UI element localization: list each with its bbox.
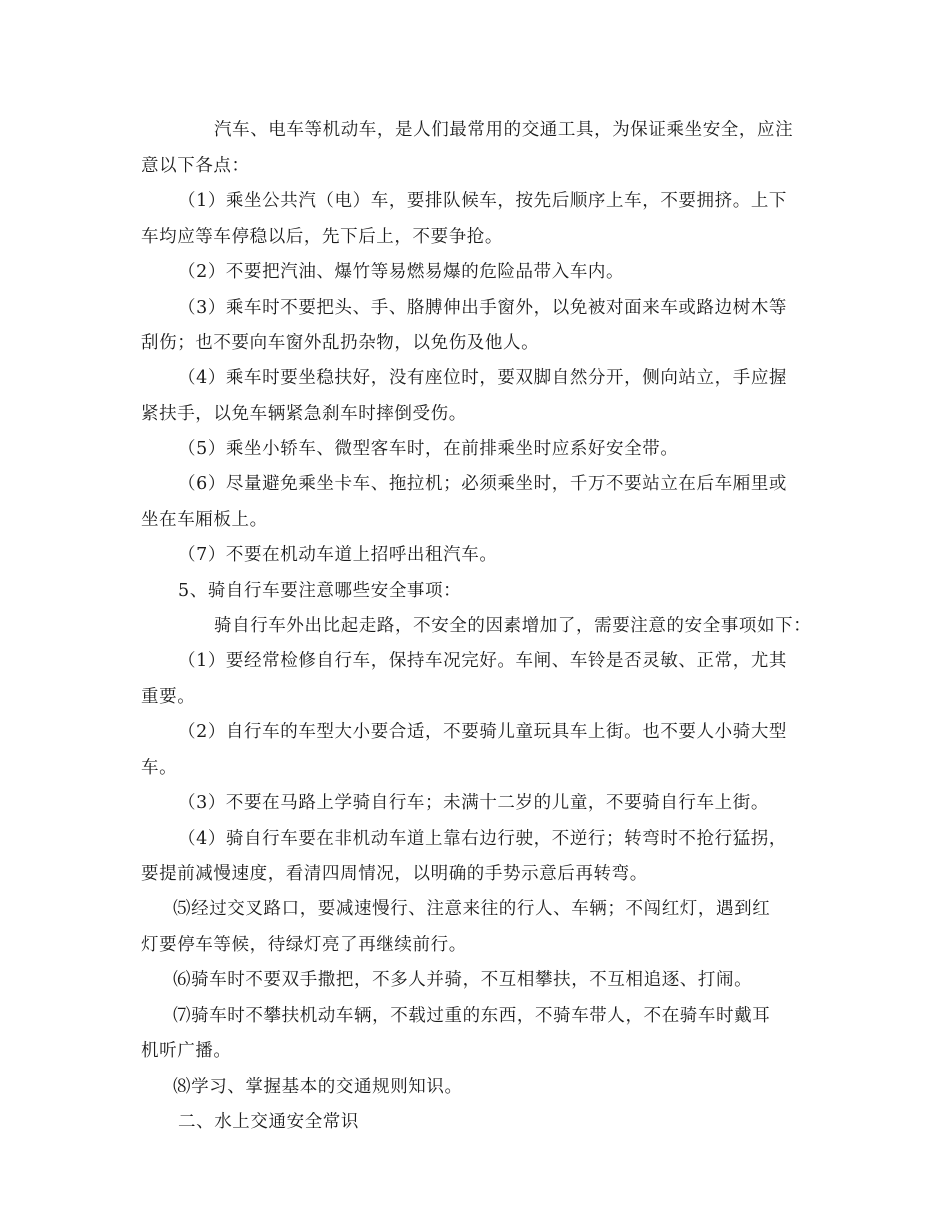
text-line: 机听广播。 xyxy=(141,1041,232,1061)
text-line: （4）骑自行车要在非机动车道上靠右边行驶，不逆行；转弯时不抢行猛拐， xyxy=(178,829,788,849)
text-line: ⑸经过交叉路口，要减速慢行、注意来往的行人、车辆；不闯红灯，遇到红 xyxy=(173,899,771,919)
text-line: （5）乘坐小轿车、微型客车时，在前排乘坐时应系好安全带。 xyxy=(178,439,679,459)
text-line: 要提前减慢速度，看清四周情况，以明确的手势示意后再转弯。 xyxy=(141,864,648,884)
text-line: （2）自行车的车型大小要合适，不要骑儿童玩具车上街。也不要人小骑大型 xyxy=(178,722,788,742)
text-line: 重要。 xyxy=(141,687,196,707)
text-line: 刮伤；也不要向车窗外乱扔杂物，以免伤及他人。 xyxy=(141,333,540,353)
text-line: 汽车、电车等机动车，是人们最常用的交通工具，为保证乘坐安全，应注 xyxy=(214,120,794,140)
text-line: （1）乘坐公共汽（电）车，要排队候车，按先后顺序上车，不要拥挤。上下 xyxy=(178,191,788,211)
text-line: （6）尽量避免乘坐卡车、拖拉机；必须乘坐时，千万不要站立在后车厢里或 xyxy=(178,474,788,494)
text-line: 意以下各点： xyxy=(141,156,250,176)
text-line: 车均应等车停稳以后，先下后上，不要争抢。 xyxy=(141,227,503,247)
section-heading: 二、水上交通安全常识 xyxy=(178,1112,359,1132)
text-line: 灯要停车等候，待绿灯亮了再继续前行。 xyxy=(141,935,467,955)
text-line: （7）不要在机动车道上招呼出租汽车。 xyxy=(178,545,498,565)
text-line: （4）乘车时要坐稳扶好，没有座位时，要双脚自然分开，侧向站立，手应握 xyxy=(178,368,788,388)
text-line: ⑺骑车时不攀扶机动车辆，不载过重的东西，不骑车带人，不在骑车时戴耳 xyxy=(173,1006,771,1026)
text-line: ⑹骑车时不要双手撒把，不多人并骑，不互相攀扶，不互相追逐、打闹。 xyxy=(173,970,753,990)
text-line: 坐在车厢板上。 xyxy=(141,510,268,530)
text-line: （3）不要在马路上学骑自行车；未满十二岁的儿童，不要骑自行车上街。 xyxy=(178,793,769,813)
text-line: （2）不要把汽油、爆竹等易燃易爆的危险品带入车内。 xyxy=(178,262,625,282)
text-line: 骑自行车外出比起走路，不安全的因素增加了，需要注意的安全事项如下： xyxy=(214,616,812,636)
text-line: ⑻学习、掌握基本的交通规则知识。 xyxy=(173,1077,463,1097)
text-line: 车。 xyxy=(141,758,178,778)
text-line: 紧扶手，以免车辆紧急刹车时摔倒受伤。 xyxy=(141,404,467,424)
section-heading: 5、骑自行车要注意哪些安全事项： xyxy=(178,581,462,601)
text-line: （1）要经常检修自行车，保持车况完好。车闸、车铃是否灵敏、正常，尤其 xyxy=(178,651,788,671)
text-line: （3）乘车时不要把头、手、胳膊伸出手窗外，以免被对面来车或路边树木等 xyxy=(178,298,788,318)
